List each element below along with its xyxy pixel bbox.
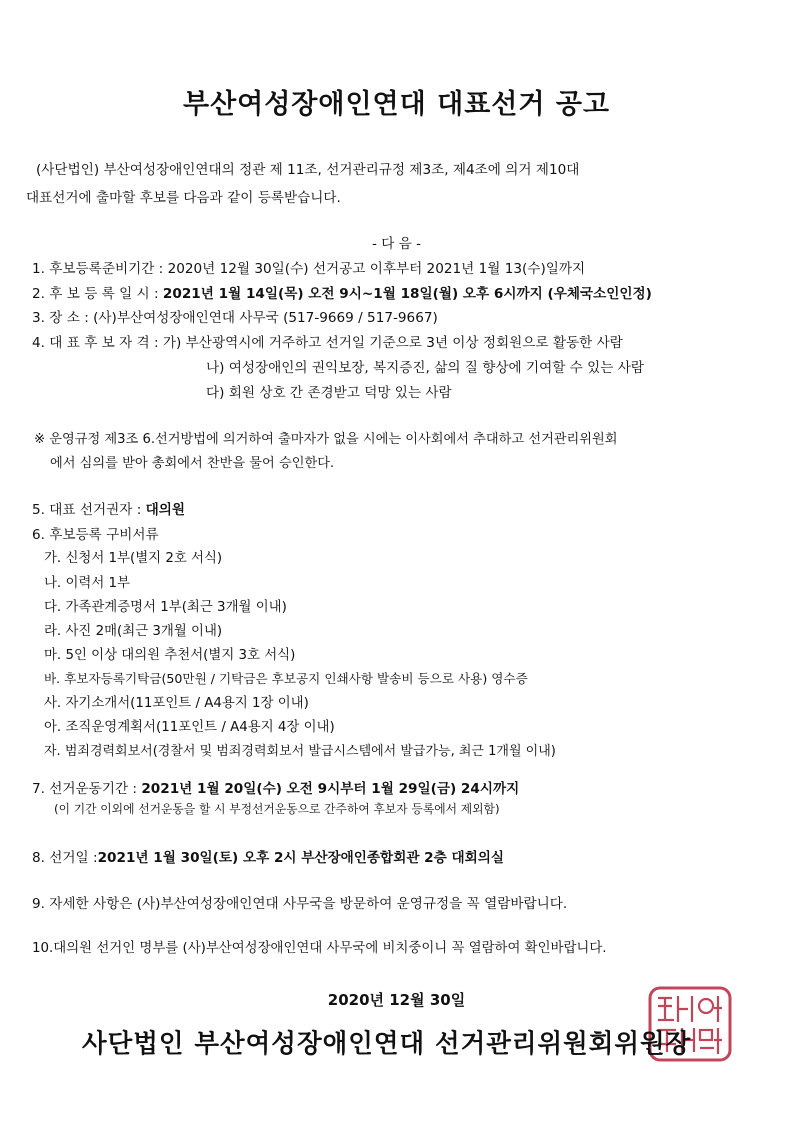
doc-list-item: 자. 범죄경력회보서(경찰서 및 범죄경력회보서 발급시스템에서 발급가능, 최근 1개월 이내) <box>44 744 556 759</box>
item-8-value: 2021년 1월 30일(토) 오후 2시 부산장애인종합회관 2층 대회의실 <box>97 850 505 866</box>
announcement-date: 2020년 12월 30일 <box>327 991 466 1009</box>
intro-line-1: (사단법인) 부산여성장애인연대의 정관 제 11조, 선거관리규정 제3조, 제4조에 의거 제10대 <box>36 162 580 178</box>
doc-list-item: 나. 이력서 1부 <box>44 576 130 591</box>
item-2-label: 2. 후 보 등 록 일 시 : <box>32 286 159 302</box>
item-7-label: 7. 선거운동기간 : <box>32 781 137 797</box>
item-1 <box>32 257 585 277</box>
item-5 <box>32 498 185 518</box>
item-3-value: (사)부산여성장애인연대 사무국 (517-9669 / 517-9667) <box>93 310 438 326</box>
item-8 <box>32 846 504 866</box>
item-1-label: 1. 후보등록준비기간 : <box>32 261 164 277</box>
item-1-value: 2020년 12월 30일(수) 선거공고 이후부터 2021년 1월 13(수)일까지 <box>167 261 586 277</box>
item-4 <box>32 331 623 351</box>
doc-list-item: 라. 사진 2매(최근 3개월 이내) <box>44 624 223 639</box>
doc-list-item: 사. 자기소개서(11포인트 / A4용지 1장 이내) <box>44 696 309 711</box>
intro-line-2: 대표선거에 출마할 후보를 다음과 같이 등록받습니다. <box>26 190 341 206</box>
item-3 <box>32 306 438 326</box>
item-4-qualification-a: 가) 부산광역시에 거주하고 선거일 기준으로 3년 이상 정회원으로 활동한 사람 <box>162 335 623 351</box>
page-title: 부산여성장애인연대 대표선거 공고 <box>182 89 611 120</box>
doc-list-item: 가. 신청서 1부(별지 2호 서식) <box>44 551 223 566</box>
item-4-label: 4. 대 표 후 보 자 격 : <box>32 335 159 351</box>
item-6-label: 6. 후보등록 구비서류 <box>32 527 159 543</box>
signature: 사단법인 부산여성장애인연대 선거관리위원회위원장 <box>82 1029 692 1059</box>
item-7-note: (이 기간 이외에 선거운동을 할 시 부정선거운동으로 간주하여 후보자 등록에서 제외함) <box>54 802 500 816</box>
item-7 <box>32 777 519 797</box>
item-7-value: 2021년 1월 20일(수) 오전 9시부터 1월 29일(금) 24시까지 <box>141 781 520 797</box>
doc-list-item: 바. 후보자등록기탁금(50만원 / 기탁금은 후보공지 인쇄사항 발송비 등으로 사용) 영수증 <box>44 671 528 686</box>
item-10: 10.대의원 선거인 명부를 (사)부산여성장애인연대 사무국에 비치중이니 꼭 열람하여 확인바랍니다. <box>32 941 607 956</box>
doc-list-item: 마. 5인 이상 대의원 추천서(별지 3호 서식) <box>44 648 296 663</box>
item-8-label: 8. 선거일 : <box>32 850 98 866</box>
item-2-value: 2021년 1월 14일(목) 오전 9시~1월 18일(월) 오후 6시까지 (우체국소인인정) <box>162 286 652 302</box>
note-line-1: ※ 운영규정 제3조 6.선거방법에 의거하여 출마자가 없을 시에는 이사회에서 추대하고 선거관리위원회 <box>34 432 618 447</box>
item-4-qualification-c: 다) 회원 상호 간 존경받고 덕망 있는 사람 <box>206 385 452 401</box>
note-line-2: 에서 심의를 받아 총회에서 찬반을 물어 승인한다. <box>50 456 335 471</box>
section-heading: - 다 음 - <box>371 236 422 252</box>
item-5-value: 대의원 <box>145 502 186 518</box>
doc-list-item: 아. 조직운영계획서(11포인트 / A4용지 4장 이내) <box>44 720 335 735</box>
item-9: 9. 자세한 사항은 (사)부산여성장애인연대 사무국을 방문하여 운영규정을 꼭 열람바랍니다. <box>32 896 568 912</box>
item-4-qualification-b: 나) 여성장애인의 권익보장, 복지증진, 삶의 질 향상에 기여할 수 있는 사람 <box>206 360 644 376</box>
item-3-label: 3. 장 소 : <box>32 310 89 326</box>
doc-list-item: 다. 가족관계증명서 1부(최근 3개월 이내) <box>44 600 287 615</box>
item-2 <box>32 282 652 302</box>
item-5-label: 5. 대표 선거권자 : <box>32 502 142 518</box>
